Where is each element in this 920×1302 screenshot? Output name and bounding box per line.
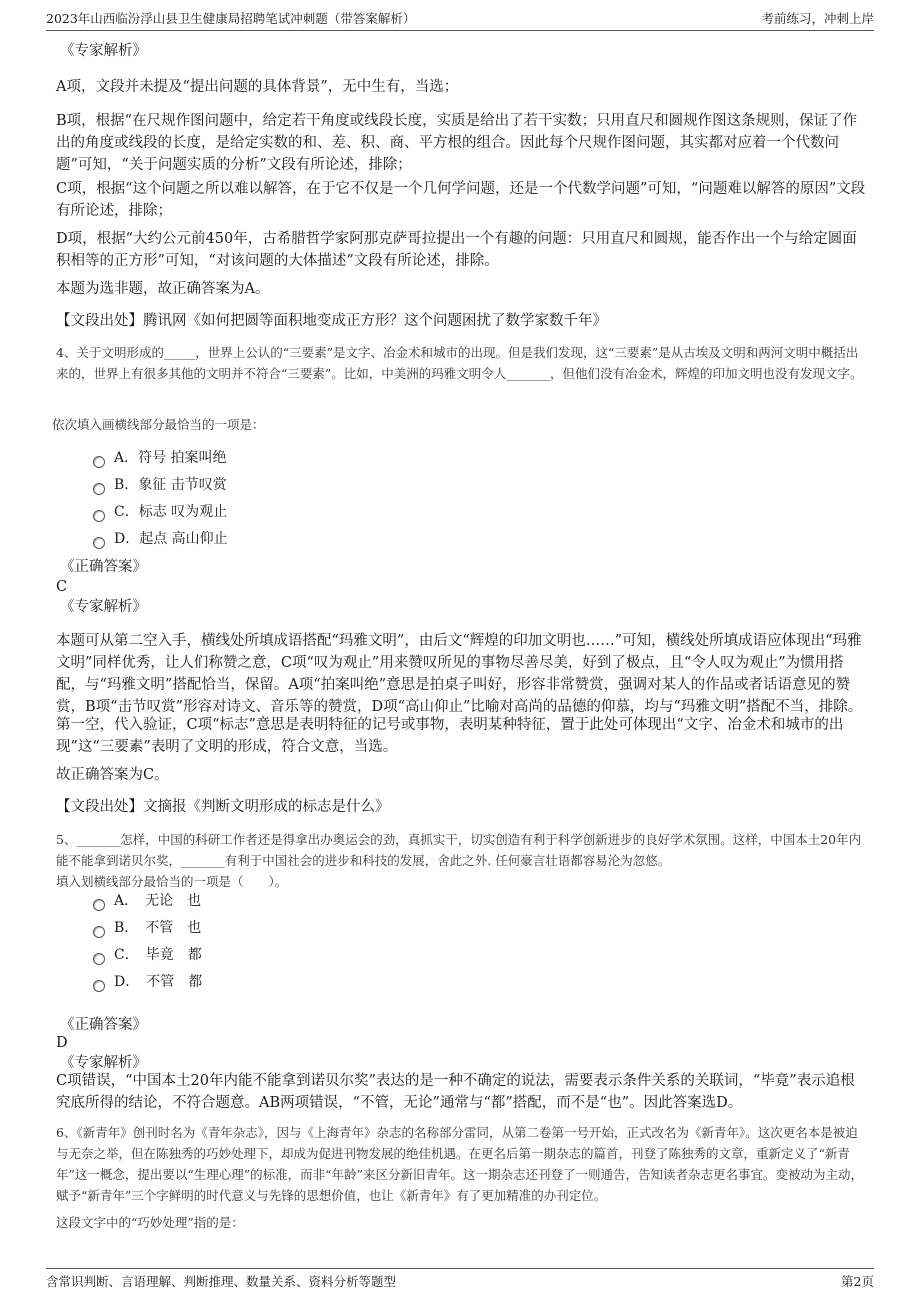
footer-page-number: 第2页	[841, 1274, 874, 1289]
q5-option-a-radio[interactable]	[93, 899, 105, 911]
q4-answer-label: 《正确答案》	[60, 559, 147, 575]
q4-option-c[interactable]: C．标志 叹为观止	[114, 504, 228, 520]
q3-analysis-a: A项，文段并未提及“提出问题的具体背景”，无中生有，当选；	[56, 79, 459, 95]
q4-option-a-radio[interactable]	[93, 456, 105, 468]
q4-analysis-1: 本题可从第二空入手，横线处所填成语搭配“玛雅文明”，由后文“辉煌的印加文明也……”可知，横线处所填成语应体现出“玛雅文明”同样优秀，让人们称赞之意，C项“叹为观止”用来赞叹所见的事物尽善尽美，好到了极点，且“令人叹为观止”为惯用搭配，与“玛雅文明”搭配恰当，保留。A项“拍案叫绝”意思是拍桌子叫好，形容非常赞赏，强调对某人的作品或者话语意见的赞赏，B项“击节叹赏”形容对诗文、音乐等的赞赏，D项“高山仰止”比喻对高尚的品德的仰慕，均与“玛雅文明”搭配不当，排除。	[56, 633, 863, 715]
q4-option-d-radio[interactable]	[93, 537, 105, 549]
q4-answer: C	[56, 579, 68, 595]
q5-option-c[interactable]: C． 毕竟 都	[114, 947, 202, 963]
q4-stem: 4、关于文明形成的_____，世界上公认的“三要素”是文字、冶金术和城市的出现。但是我们发现，这“三要素”是从古埃及文明和两河文明中概括出来的，世界上有很多其他的文明并不符合“三要素”。比如，中美洲的玛雅文明令人_______，但他们没有冶金术，辉煌的印加文明也没有发现文字。	[56, 345, 863, 381]
q5-option-c-radio[interactable]	[93, 953, 105, 965]
q4-analysis-label: 《专家解析》	[60, 599, 147, 615]
q4-option-c-radio[interactable]	[93, 510, 105, 522]
q5-option-d-radio[interactable]	[93, 980, 105, 992]
q4-option-b[interactable]: B．象征 击节叹赏	[114, 477, 227, 493]
q5-answer: D	[56, 1035, 68, 1051]
q5-option-b-radio[interactable]	[93, 926, 105, 938]
q6-prompt: 这段文字中的“巧妙处理”指的是：	[56, 1215, 244, 1230]
q4-source: 【文段出处】文摘报《判断文明形成的标志是什么》	[56, 799, 390, 815]
q3-analysis-c: C项，根据“这个问题之所以难以解答，在于它不仅是一个几何学问题，还是一个代数学问题”可知，“问题难以解答的原因”文段有所论述，排除；	[56, 181, 866, 219]
header-slogan: 考前练习，冲刺上岸	[761, 11, 874, 26]
q5-stem: 5、_______怎样，中国的科研工作者还是得拿出办奥运会的劲，真抓实干，切实创造有利于科学创新进步的良好学术氛围。这样，中国本土20年内能不能拿到诺贝尔奖，_______有利于中国社会的进步和科技的发展，舍此之外. 任何豪言壮语都容易沦为忽悠。	[56, 832, 862, 868]
q5-analysis-label: 《专家解析》	[60, 1055, 147, 1071]
q4-option-b-radio[interactable]	[93, 483, 105, 495]
q4-option-d[interactable]: D．起点 高山仰止	[114, 531, 228, 547]
header-title: 2023年山西临汾浮山县卫生健康局招聘笔试冲刺题（带答案解析）	[46, 11, 416, 26]
q4-conclusion: 故正确答案为C。	[56, 767, 169, 783]
q6-stem: 6、《新青年》创刊时名为《青年杂志》，因与《上海青年》杂志的名称部分雷同，从第二卷第一号开始，正式改名为《新青年》。这次更名本是被迫与无奈之举，但在陈独秀的巧妙处理下，却成为促进刊物发展的绝佳机遇。在更名后第一期杂志的篇首，刊登了陈独秀的文章，重新定义了“新青年”这一概念，提出要以“生理心理”的标准，而非“年龄”来区分新旧青年。这一期杂志还刊登了一则通告，告知读者杂志更名事宜。变被动为主动，赋予“新青年”三个字鲜明的时代意义与先锋的思想价值，也让《新青年》有了更加精准的办刊定位。	[56, 1125, 863, 1203]
q3-source: 【文段出处】腾讯网《如何把圆等面积地变成正方形？这个问题困扰了数学家数千年》	[56, 313, 607, 329]
q4-prompt: 依次填入画横线部分最恰当的一项是：	[52, 417, 265, 432]
q5-option-b[interactable]: B． 不管 也	[114, 920, 202, 936]
q3-analysis-b: B项，根据“在尺规作图问题中，给定若干角度或线段长度，实质是给出了若干实数；只用直尺和圆规作图这条规则，保证了作出的角度或线段的长度，是给定实数的和、差、积、商、平方根的组合。因此每个尺规作图问题，其实都对应着一个代数问题”可知，“关于问题实质的分析”文段有所论述，排除；	[56, 113, 858, 173]
q3-analysis-label: 《专家解析》	[60, 43, 147, 59]
footer-topics: 含常识判断、言语理解、判断推理、数量关系、资料分析等题型	[46, 1274, 397, 1289]
q3-conclusion: 本题为选非题，故正确答案为A。	[56, 281, 270, 297]
page-footer	[46, 1268, 874, 1291]
q5-option-a[interactable]: A． 无论 也	[114, 893, 202, 909]
q4-analysis-2: 第一空，代入验证，C项“标志”意思是表明特征的记号或事物，表明某种特征，置于此处可体现出“文字、冶金术和城市的出现”这“三要素”表明了文明的形成，符合文意，当选。	[56, 717, 844, 755]
q4-option-a[interactable]: A．符号 拍案叫绝	[114, 450, 227, 466]
q3-analysis-d: D项，根据“大约公元前450年，古希腊哲学家阿那克萨哥拉提出一个有趣的问题：只用直尺和圆规，能否作出一个与给定圆面积相等的正方形”可知，“对该问题的大体描述”文段有所论述，排除。	[56, 231, 857, 269]
q5-answer-label: 《正确答案》	[60, 1017, 147, 1033]
q5-option-d[interactable]: D． 不管 都	[114, 974, 203, 990]
q5-analysis: C项错误，“中国本土20年内能不能拿到诺贝尔奖”表达的是一种不确定的说法，需要表示条件关系的关联词，“毕竟”表示追根究底所得的结论，不符合题意。AB两项错误，“不管，无论”通常与“都”搭配，而不是“也”。因此答案选D。	[56, 1073, 855, 1111]
q5-prompt: 填入划横线部分最恰当的一项是（ ）。	[56, 874, 288, 889]
